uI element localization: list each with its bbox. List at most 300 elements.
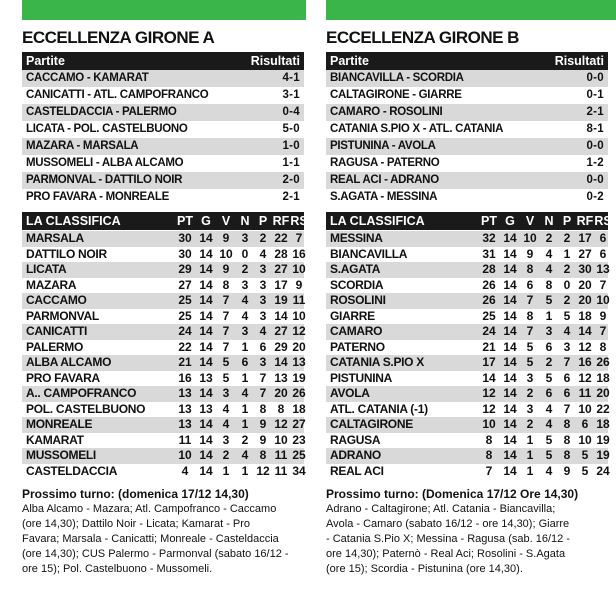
stat-p: 12 bbox=[256, 463, 270, 478]
stat-g: 14 bbox=[503, 355, 517, 369]
match-row bbox=[326, 121, 608, 138]
team-name: GIARRE bbox=[330, 308, 375, 323]
team-name: CAMARO bbox=[330, 324, 383, 338]
standings-row bbox=[22, 324, 304, 340]
match-teams: CASTELDACCIA - PALERMO bbox=[26, 106, 177, 118]
stat-g: 14 bbox=[199, 262, 213, 276]
stat-n: 6 bbox=[545, 339, 553, 354]
stat-rf: 11 bbox=[274, 463, 288, 478]
stat-rf: 28 bbox=[274, 246, 288, 261]
stat-g: 14 bbox=[199, 277, 213, 292]
standings-row bbox=[326, 340, 608, 356]
stat-n: 4 bbox=[545, 262, 553, 276]
stat-pt: 10 bbox=[178, 448, 192, 462]
stat-g: 14 bbox=[503, 463, 517, 478]
standings-row bbox=[22, 278, 304, 294]
stat-n: 4 bbox=[545, 463, 553, 478]
standings-row bbox=[326, 464, 608, 480]
match-score: 5-0 bbox=[282, 123, 300, 135]
team-name: POL. CASTELBUONO bbox=[26, 401, 146, 416]
stat-v: 1 bbox=[222, 463, 230, 478]
stat-pt: 7 bbox=[485, 463, 493, 478]
stat-p: 7 bbox=[563, 355, 571, 369]
stat-v: 3 bbox=[526, 401, 534, 416]
stat-g: 14 bbox=[503, 386, 517, 400]
stat-rs: 6 bbox=[599, 231, 607, 245]
match-row bbox=[326, 155, 608, 172]
stat-n: 3 bbox=[241, 231, 249, 245]
stat-p: 3 bbox=[563, 339, 571, 354]
standings-row bbox=[22, 247, 304, 263]
match-row bbox=[22, 87, 304, 104]
standings-row bbox=[326, 309, 608, 325]
stat-n: 5 bbox=[545, 293, 553, 307]
risultati-header: Risultati bbox=[250, 54, 300, 68]
match-teams: CANICATTI - ATL. CAMPOFRANCO bbox=[26, 89, 209, 101]
stat-v: 6 bbox=[526, 277, 534, 292]
stat-n: 4 bbox=[545, 246, 553, 261]
stat-rs: 6 bbox=[599, 246, 607, 261]
stat-rf: 12 bbox=[274, 417, 288, 431]
standings-row bbox=[22, 417, 304, 433]
team-name: RAGUSA bbox=[330, 432, 381, 447]
standings-row bbox=[326, 371, 608, 387]
match-teams: CACCAMO - KAMARAT bbox=[26, 72, 149, 84]
stat-rf: 18 bbox=[578, 308, 592, 323]
stat-pt: 12 bbox=[482, 386, 496, 400]
stat-rf: 10 bbox=[274, 432, 288, 447]
results-header bbox=[326, 52, 608, 70]
stat-rf: 20 bbox=[274, 386, 288, 400]
stat-rf: 27 bbox=[274, 262, 288, 276]
match-row bbox=[22, 138, 304, 155]
team-name: CALTAGIRONE bbox=[330, 417, 413, 431]
stat-rs: 26 bbox=[292, 386, 306, 400]
col-header-p: P bbox=[258, 214, 268, 228]
stat-pt: 14 bbox=[482, 370, 496, 385]
partite-header: Partite bbox=[26, 54, 65, 68]
col-header-rf: RF bbox=[272, 214, 290, 228]
standings-row bbox=[22, 386, 304, 402]
team-name: PARMONVAL bbox=[26, 308, 99, 323]
classifica-label: LA CLASSIFICA bbox=[26, 214, 121, 228]
stat-rf: 16 bbox=[578, 355, 592, 369]
stat-rs: 18 bbox=[596, 417, 610, 431]
match-score: 0-0 bbox=[586, 174, 604, 186]
match-teams: CAMARO - ROSOLINI bbox=[330, 106, 443, 118]
stat-pt: 4 bbox=[181, 463, 189, 478]
team-name: MONREALE bbox=[26, 417, 93, 431]
stat-pt: 24 bbox=[482, 324, 496, 338]
stat-rf: 12 bbox=[578, 370, 592, 385]
team-name: CACCAMO bbox=[26, 293, 87, 307]
stat-g: 14 bbox=[503, 417, 517, 431]
stat-p: 7 bbox=[563, 401, 571, 416]
team-name: LICATA bbox=[26, 262, 67, 276]
match-score: 2-1 bbox=[282, 191, 300, 203]
stat-p: 8 bbox=[259, 401, 267, 416]
section-title: ECCELLENZA GIRONE B bbox=[326, 28, 519, 47]
stat-p: 9 bbox=[259, 432, 267, 447]
stat-g: 13 bbox=[199, 401, 213, 416]
stat-rs: 19 bbox=[292, 370, 306, 385]
stat-pt: 8 bbox=[485, 432, 493, 447]
stat-n: 6 bbox=[241, 355, 249, 369]
stat-g: 14 bbox=[199, 231, 213, 245]
match-teams: MAZARA - MARSALA bbox=[26, 140, 139, 152]
stat-rf: 11 bbox=[274, 448, 288, 462]
stat-rs: 19 bbox=[596, 432, 610, 447]
stat-n: 4 bbox=[241, 293, 249, 307]
team-name: DATTILO NOIR bbox=[26, 246, 107, 261]
stat-pt: 25 bbox=[178, 308, 192, 323]
stat-n: 4 bbox=[241, 308, 249, 323]
stat-v: 5 bbox=[222, 355, 230, 369]
stat-rf: 17 bbox=[578, 231, 592, 245]
stat-pt: 13 bbox=[178, 401, 192, 416]
standings-row bbox=[22, 262, 304, 278]
stat-p: 9 bbox=[259, 417, 267, 431]
col-header-v: V bbox=[525, 214, 535, 228]
stat-pt: 25 bbox=[482, 308, 496, 323]
stat-n: 3 bbox=[545, 324, 553, 338]
team-name: SCORDIA bbox=[330, 277, 384, 292]
stat-g: 14 bbox=[503, 246, 517, 261]
stat-v: 2 bbox=[526, 386, 534, 400]
stat-p: 3 bbox=[259, 262, 267, 276]
stat-n: 2 bbox=[241, 432, 249, 447]
stat-g: 14 bbox=[199, 293, 213, 307]
team-name: ALBA ALCAMO bbox=[26, 355, 112, 369]
standings-row bbox=[22, 309, 304, 325]
next-round-fixtures-line: Avola - Camaro (sabato 16/12 - ore 14,30); Giarre bbox=[326, 518, 570, 530]
standings-row bbox=[326, 278, 608, 294]
match-row bbox=[22, 104, 304, 121]
stat-p: 4 bbox=[563, 324, 571, 338]
stat-g: 14 bbox=[199, 386, 213, 400]
match-score: 2-0 bbox=[282, 174, 300, 186]
match-score: 2-1 bbox=[586, 106, 604, 118]
stat-v: 9 bbox=[222, 231, 230, 245]
stat-n: 6 bbox=[545, 386, 553, 400]
stat-v: 10 bbox=[523, 231, 537, 245]
standings-row bbox=[22, 433, 304, 449]
stat-rs: 10 bbox=[596, 293, 610, 307]
standings-row bbox=[326, 417, 608, 433]
stat-pt: 26 bbox=[482, 293, 496, 307]
stat-rs: 22 bbox=[596, 401, 610, 416]
stat-p: 6 bbox=[563, 370, 571, 385]
stat-rs: 10 bbox=[292, 308, 306, 323]
standings-row bbox=[326, 262, 608, 278]
stat-g: 14 bbox=[503, 293, 517, 307]
stat-pt: 13 bbox=[178, 386, 192, 400]
standings-header bbox=[326, 212, 612, 230]
stat-n: 1 bbox=[241, 417, 249, 431]
stat-v: 4 bbox=[222, 417, 230, 431]
stat-rf: 20 bbox=[578, 293, 592, 307]
stat-g: 14 bbox=[199, 339, 213, 354]
next-round-heading: Prossimo turno: (domenica 17/12 14,30) bbox=[22, 487, 249, 501]
next-round-fixtures-line: Adrano - Caltagirone; Atl. Catania - Biancavilla; bbox=[326, 503, 556, 515]
team-name: MAZARA bbox=[26, 277, 77, 292]
stat-g: 14 bbox=[199, 417, 213, 431]
match-score: 3-1 bbox=[282, 89, 300, 101]
stat-pt: 30 bbox=[178, 246, 192, 261]
stat-v: 5 bbox=[526, 355, 534, 369]
stat-n: 5 bbox=[545, 448, 553, 462]
standings-row bbox=[326, 355, 608, 371]
stat-g: 14 bbox=[503, 448, 517, 462]
team-name: BIANCAVILLA bbox=[330, 246, 408, 261]
stat-n: 1 bbox=[241, 339, 249, 354]
match-row bbox=[326, 172, 608, 189]
stat-rf: 29 bbox=[274, 339, 288, 354]
stat-rf: 13 bbox=[274, 370, 288, 385]
match-row bbox=[326, 87, 608, 104]
standings-row bbox=[22, 464, 304, 480]
match-row bbox=[326, 104, 608, 121]
stat-v: 5 bbox=[526, 339, 534, 354]
stat-g: 14 bbox=[503, 339, 517, 354]
stat-pt: 21 bbox=[178, 355, 192, 369]
stat-rs: 25 bbox=[292, 448, 306, 462]
match-row bbox=[22, 121, 304, 138]
stat-v: 1 bbox=[526, 448, 534, 462]
match-score: 1-1 bbox=[282, 157, 300, 169]
stat-n: 5 bbox=[545, 370, 553, 385]
stat-p: 4 bbox=[259, 246, 267, 261]
stat-p: 2 bbox=[563, 262, 571, 276]
stat-rs: 26 bbox=[596, 355, 610, 369]
standings-header bbox=[22, 212, 308, 230]
stat-rf: 30 bbox=[578, 262, 592, 276]
col-header-g: G bbox=[505, 214, 515, 228]
team-name: CANICATTI bbox=[26, 324, 88, 338]
stat-rf: 8 bbox=[277, 401, 285, 416]
stat-p: 8 bbox=[563, 448, 571, 462]
standings-row bbox=[326, 293, 608, 309]
match-row bbox=[326, 70, 608, 87]
team-name: MARSALA bbox=[26, 231, 84, 245]
stat-p: 3 bbox=[259, 355, 267, 369]
stat-rs: 13 bbox=[292, 355, 306, 369]
stat-rs: 19 bbox=[596, 448, 610, 462]
stat-rs: 23 bbox=[292, 432, 306, 447]
stat-rf: 27 bbox=[274, 324, 288, 338]
col-header-n: N bbox=[240, 214, 250, 228]
stat-v: 9 bbox=[222, 262, 230, 276]
stat-pt: 11 bbox=[178, 432, 192, 447]
match-score: 1-2 bbox=[586, 157, 604, 169]
stat-v: 7 bbox=[222, 324, 230, 338]
next-round-fixtures-line: (ore 15); Scordia - Pistunina (ore 14,30). bbox=[326, 563, 523, 575]
match-teams: CATANIA S.PIO X - ATL. CATANIA bbox=[330, 123, 504, 135]
stat-v: 10 bbox=[219, 246, 233, 261]
standings-row bbox=[326, 402, 608, 418]
match-score: 1-0 bbox=[282, 140, 300, 152]
stat-p: 8 bbox=[563, 432, 571, 447]
stat-pt: 13 bbox=[178, 417, 192, 431]
stat-rf: 5 bbox=[581, 448, 589, 462]
team-name: PRO FAVARA bbox=[26, 370, 100, 385]
stat-pt: 8 bbox=[485, 448, 493, 462]
match-teams: RAGUSA - PATERNO bbox=[330, 157, 440, 169]
green-banner-right bbox=[326, 0, 616, 20]
stat-v: 3 bbox=[222, 386, 230, 400]
stat-p: 8 bbox=[259, 448, 267, 462]
match-score: 0-4 bbox=[282, 106, 300, 118]
match-teams: CALTAGIRONE - GIARRE bbox=[330, 89, 462, 101]
col-header-pt: PT bbox=[177, 214, 193, 228]
match-score: 0-0 bbox=[586, 72, 604, 84]
stat-pt: 32 bbox=[482, 231, 496, 245]
standings-row bbox=[326, 324, 608, 340]
next-round-fixtures-line: ore 14,30); Paternò - Real Aci; Rosolini - S.Agata bbox=[326, 548, 566, 560]
stat-rs: 16 bbox=[292, 246, 306, 261]
stat-n: 5 bbox=[545, 432, 553, 447]
match-teams: PISTUNINA - AVOLA bbox=[330, 140, 436, 152]
next-round-fixtures-line: (ore 14,30); Dattilo Noir - Licata; Kamarat - Pro bbox=[22, 518, 251, 530]
team-name: AVOLA bbox=[330, 386, 370, 400]
team-name: ADRANO bbox=[330, 448, 381, 462]
next-round-fixtures-line: ore 15); Pol. Castelbuono - Mussomeli. bbox=[22, 563, 213, 575]
stat-pt: 31 bbox=[482, 246, 496, 261]
stat-p: 3 bbox=[259, 308, 267, 323]
match-row bbox=[22, 189, 304, 206]
stat-p: 2 bbox=[259, 231, 267, 245]
stat-rs: 34 bbox=[292, 463, 306, 478]
stat-rf: 22 bbox=[274, 231, 288, 245]
stat-n: 0 bbox=[241, 246, 249, 261]
stat-g: 14 bbox=[503, 370, 517, 385]
stat-v: 7 bbox=[526, 324, 534, 338]
standings-row bbox=[326, 433, 608, 449]
match-score: 0-1 bbox=[586, 89, 604, 101]
stat-v: 3 bbox=[526, 370, 534, 385]
match-score: 0-2 bbox=[586, 191, 604, 203]
stat-rf: 14 bbox=[578, 324, 592, 338]
team-name: CATANIA S.PIO X bbox=[330, 355, 424, 369]
stat-rf: 12 bbox=[578, 339, 592, 354]
partite-header: Partite bbox=[330, 54, 369, 68]
stat-rs: 27 bbox=[292, 417, 306, 431]
stat-rf: 5 bbox=[581, 463, 589, 478]
standings-row bbox=[326, 231, 608, 247]
stat-rf: 27 bbox=[578, 246, 592, 261]
stat-v: 5 bbox=[222, 370, 230, 385]
stat-p: 8 bbox=[563, 417, 571, 431]
stat-p: 6 bbox=[259, 339, 267, 354]
stat-pt: 10 bbox=[482, 417, 496, 431]
stat-pt: 16 bbox=[178, 370, 192, 385]
stat-pt: 25 bbox=[178, 293, 192, 307]
standings-row bbox=[22, 340, 304, 356]
col-header-p: P bbox=[562, 214, 572, 228]
stat-n: 2 bbox=[545, 231, 553, 245]
stat-p: 0 bbox=[563, 277, 571, 292]
stat-n: 3 bbox=[241, 277, 249, 292]
stat-v: 9 bbox=[526, 246, 534, 261]
stat-g: 14 bbox=[199, 463, 213, 478]
results-header bbox=[22, 52, 304, 70]
stat-pt: 27 bbox=[178, 277, 192, 292]
next-round-fixtures-line: - Catania S.Pio X; Messina - Ragusa (sab. 16/12 - bbox=[326, 533, 570, 545]
stat-v: 4 bbox=[222, 401, 230, 416]
stat-p: 6 bbox=[563, 386, 571, 400]
stat-rf: 14 bbox=[274, 308, 288, 323]
stat-rs: 18 bbox=[292, 401, 306, 416]
stat-g: 14 bbox=[503, 324, 517, 338]
stat-pt: 28 bbox=[482, 262, 496, 276]
stat-rs: 9 bbox=[295, 277, 303, 292]
stat-g: 14 bbox=[199, 246, 213, 261]
standings-row bbox=[22, 371, 304, 387]
stat-rf: 19 bbox=[274, 293, 288, 307]
stat-rs: 20 bbox=[292, 339, 306, 354]
stat-p: 9 bbox=[563, 463, 571, 478]
standings-row bbox=[22, 355, 304, 371]
match-teams: LICATA - POL. CASTELBUONO bbox=[26, 123, 188, 135]
standings-row bbox=[22, 293, 304, 309]
match-row bbox=[22, 70, 304, 87]
col-header-v: V bbox=[221, 214, 231, 228]
match-row bbox=[326, 189, 608, 206]
stat-rs: 9 bbox=[599, 308, 607, 323]
risultati-header: Risultati bbox=[554, 54, 604, 68]
stat-g: 14 bbox=[199, 308, 213, 323]
stat-n: 2 bbox=[545, 355, 553, 369]
stat-pt: 17 bbox=[482, 355, 496, 369]
col-header-rs: RS bbox=[290, 214, 308, 228]
col-header-g: G bbox=[201, 214, 211, 228]
next-round-block bbox=[326, 487, 611, 577]
stat-p: 4 bbox=[259, 324, 267, 338]
stat-rf: 10 bbox=[578, 401, 592, 416]
team-name: PATERNO bbox=[330, 339, 385, 354]
stat-n: 1 bbox=[241, 401, 249, 416]
match-score: 0-0 bbox=[586, 140, 604, 152]
stat-pt: 26 bbox=[482, 277, 496, 292]
stat-rs: 24 bbox=[596, 463, 610, 478]
stat-rs: 8 bbox=[599, 339, 607, 354]
match-teams: MUSSOMELI - ALBA ALCAMO bbox=[26, 157, 184, 169]
standings-row bbox=[326, 247, 608, 263]
stat-rf: 14 bbox=[274, 355, 288, 369]
stat-n: 4 bbox=[545, 417, 553, 431]
stat-n: 1 bbox=[241, 463, 249, 478]
team-name: PALERMO bbox=[26, 339, 84, 354]
stat-pt: 24 bbox=[178, 324, 192, 338]
standings-row bbox=[22, 231, 304, 247]
stat-v: 7 bbox=[222, 293, 230, 307]
stat-rs: 18 bbox=[596, 370, 610, 385]
team-name: KAMARAT bbox=[26, 432, 84, 447]
stat-v: 7 bbox=[222, 339, 230, 354]
stat-pt: 30 bbox=[178, 231, 192, 245]
stat-p: 2 bbox=[563, 231, 571, 245]
stat-p: 2 bbox=[563, 293, 571, 307]
stat-n: 4 bbox=[241, 448, 249, 462]
stat-n: 8 bbox=[545, 277, 553, 292]
next-round-block bbox=[22, 487, 307, 577]
stat-n: 4 bbox=[241, 386, 249, 400]
section-title: ECCELLENZA GIRONE A bbox=[22, 28, 215, 47]
match-teams: PARMONVAL - DATTILO NOIR bbox=[26, 174, 183, 186]
stat-rs: 20 bbox=[596, 386, 610, 400]
stat-n: 2 bbox=[241, 262, 249, 276]
match-row bbox=[326, 138, 608, 155]
